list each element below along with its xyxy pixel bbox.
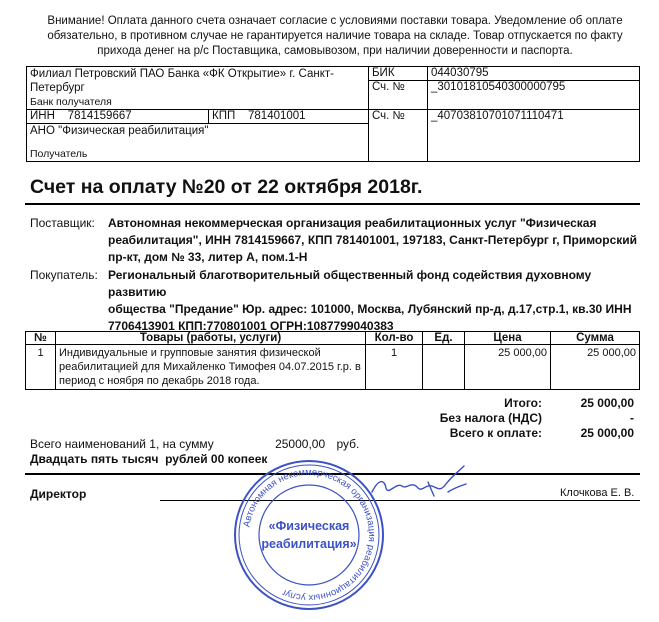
stamp-ring-text: Автономная некоммерческая организация реабилитационных услуг: [241, 466, 378, 604]
recipient-name: АНО "Физическая реабилитация": [30, 125, 209, 137]
items-count-text: Всего наименований 1, на сумму: [30, 437, 214, 451]
bik-value: 044030795: [428, 67, 640, 81]
supplier-line: Автономная некоммерческая организация реабилитационных услуг "Физическая: [108, 216, 597, 230]
notice-line: прихода денег на р/с Поставщика, самовывозом, при наличии доверенности и паспорта.: [97, 45, 573, 57]
amount-in-words: Двадцать пять тысяч рублей 00 копеек: [30, 452, 268, 466]
stamp-center-line1: «Физическая: [268, 519, 350, 533]
payment-notice: [40, 14, 630, 59]
desc-line: период с ноября по декабрь 2018 года.: [59, 375, 260, 387]
recipient-label: Получатель: [30, 148, 88, 160]
buyer-line: общества "Предание" Юр. адрес: 101000, Москва, Лубянский пр-д, д.17,стр.1, кв.30 ИНН: [108, 302, 632, 316]
total-label: Итого:: [504, 396, 542, 410]
col-header-num: №: [26, 332, 56, 345]
col-header-goods: Товары (работы, услуги): [56, 332, 366, 345]
invoice-title: Счет на оплату №20 от 22 октября 2018г.: [30, 176, 423, 198]
inn-value: 7814159667: [67, 110, 132, 122]
grand-total-value: 25 000,00: [580, 426, 634, 440]
kpp-value: 781401001: [248, 110, 306, 122]
svg-text:Автономная некоммерческая орга: [242, 467, 378, 603]
bank-details-table: [26, 66, 640, 162]
title-divider: [25, 203, 640, 205]
row-sum: 25 000,00: [551, 345, 640, 390]
bank-name: Филиал Петровский ПАО Банка «ФК Открытие» г. Санкт-: [30, 68, 334, 80]
supplier-line: пр-кт, дом № 33, литер А, пом.1-Н: [108, 250, 308, 264]
table-row: [26, 345, 640, 390]
col-header-qty: Кол-во: [366, 332, 423, 345]
account-label: Сч. №: [369, 110, 428, 162]
bank-name-cont: Петербург: [30, 82, 85, 94]
notice-line: обязательно, в противном случае не гарантируется наличие товара на складе. Товар отпускается по факту: [47, 30, 623, 42]
director-name: Клочкова Е. В.: [560, 487, 635, 499]
corr-account-value: _30101810540300000795: [428, 81, 640, 110]
vat-label: Без налога (НДС): [439, 411, 542, 425]
director-label: Директор: [30, 487, 87, 501]
account-value: _40703810701071110471: [428, 110, 640, 162]
notice-line: Внимание! Оплата данного счета означает согласие с условиями поставки товара. Уведомление об оплате: [47, 15, 623, 27]
summary-currency: руб.: [336, 437, 360, 451]
desc-line: Индивидуальные и групповые занятия физической: [59, 347, 321, 359]
col-header-price: Цена: [465, 332, 551, 345]
bank-label: Банк получателя: [30, 96, 112, 108]
col-header-unit: Ед.: [423, 332, 465, 345]
row-description: [56, 345, 366, 390]
row-unit: [423, 345, 465, 390]
buyer-line: Региональный благотворительный общественный фонд содействия духовному развитию: [108, 268, 592, 299]
items-table: [25, 331, 640, 390]
items-count-line: [30, 437, 359, 451]
items-header-row: [26, 332, 640, 345]
summary-amount: 25000,00: [275, 437, 326, 451]
organization-stamp: [230, 456, 388, 619]
supplier-label: Поставщик:: [30, 216, 95, 230]
vat-value: -: [630, 411, 634, 425]
bik-label: БИК: [369, 67, 428, 81]
supplier-details: [108, 215, 648, 266]
col-header-sum: Сумма: [551, 332, 640, 345]
row-price: 25 000,00: [465, 345, 551, 390]
corr-account-label: Сч. №: [369, 81, 428, 110]
buyer-line: 7706413901 КПП:770801001 ОГРН:1087799040383: [108, 319, 394, 333]
desc-line: реабилитацией для Михайленко Тимофея 04.07.2015 г.р. в: [59, 361, 361, 373]
buyer-details: [108, 267, 648, 335]
inn-label: ИНН: [30, 110, 55, 122]
kpp-label: КПП: [212, 110, 236, 122]
row-num: 1: [26, 345, 56, 390]
grand-total-label: Всего к оплате:: [449, 426, 542, 440]
stamp-center-line2: реабилитация»: [261, 537, 357, 551]
supplier-line: реабилитация", ИНН 7814159667, КПП 781401001, 197183, Санкт-Петербург г, Приморский: [108, 233, 638, 247]
row-qty: 1: [366, 345, 423, 390]
total-value: 25 000,00: [580, 396, 634, 410]
buyer-label: Покупатель:: [30, 268, 98, 282]
stamp-seal: [230, 456, 388, 614]
